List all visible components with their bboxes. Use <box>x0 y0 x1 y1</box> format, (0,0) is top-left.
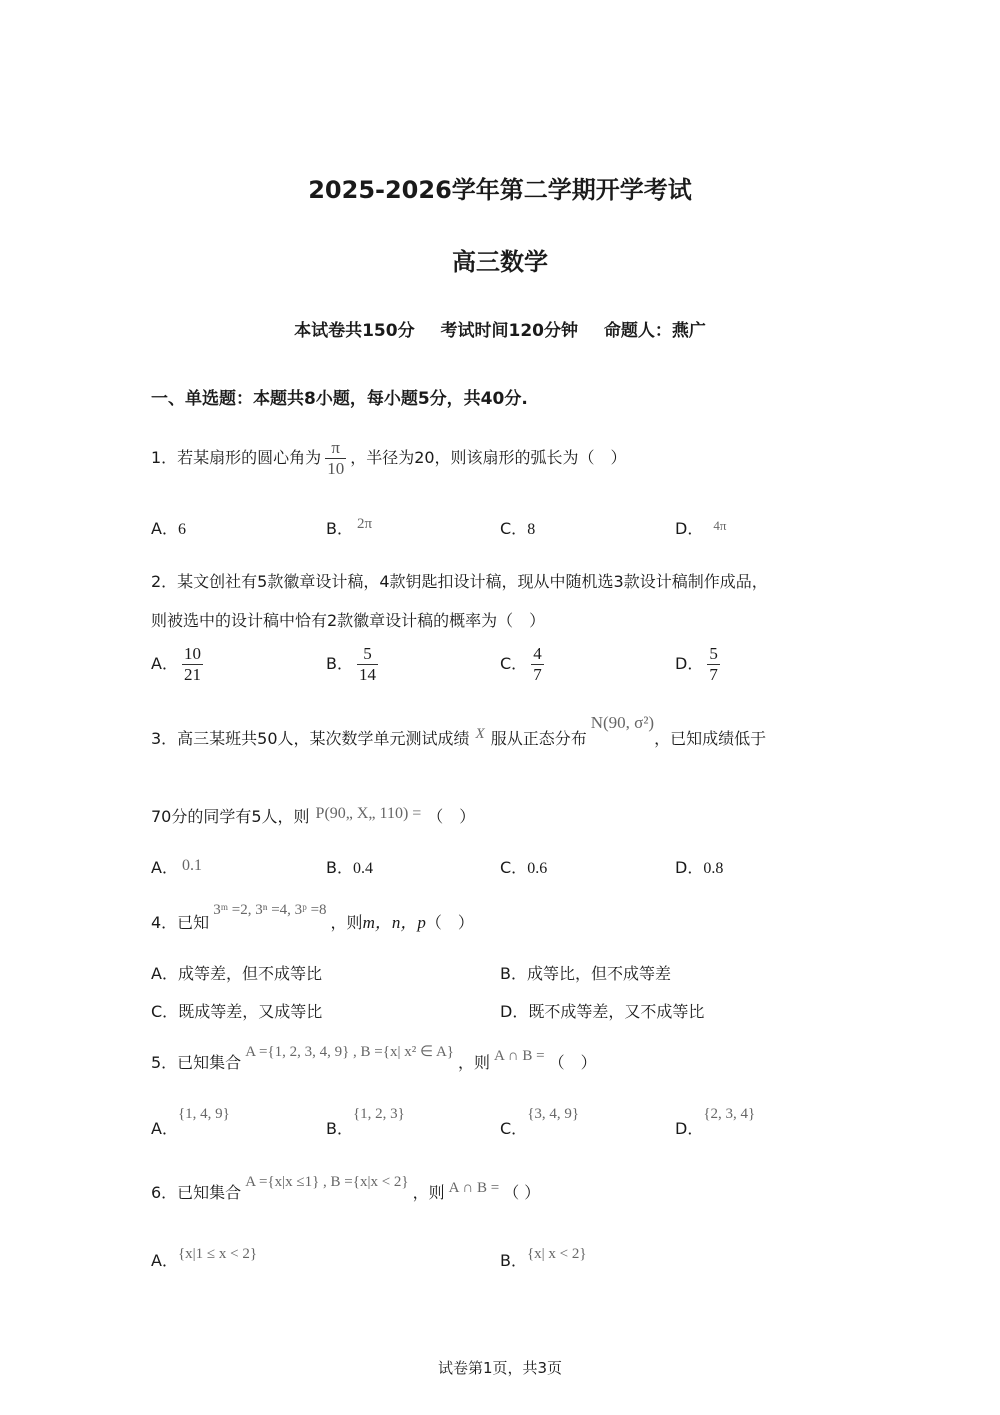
q5-option-c <box>500 1100 580 1138</box>
frac-den: 7 <box>709 665 718 684</box>
exam-info <box>0 316 1000 341</box>
frac-den: 21 <box>183 665 201 684</box>
option-text: {x|1 ≤ x < 2} <box>177 1246 258 1262</box>
option-label: C． <box>500 858 528 877</box>
exam-author: 命题人：燕广 <box>603 321 706 341</box>
frac-den: 7 <box>533 665 542 684</box>
q6-option-b <box>500 1240 587 1270</box>
q3-line2-post: （ ） <box>427 807 476 826</box>
q2-option-c <box>500 644 548 685</box>
question-1 <box>151 438 627 479</box>
q6-expr2: A ∩ B = <box>448 1180 500 1196</box>
option-label: A． <box>151 858 178 877</box>
option-label: D． <box>500 1002 529 1021</box>
q1-option-b <box>326 516 372 539</box>
q3-option-a <box>151 855 202 878</box>
q5-tail: （ ） <box>548 1053 597 1072</box>
option-text: 既成等差，又成等比 <box>178 1002 323 1021</box>
option-text: 6 <box>177 521 186 538</box>
exam-total: 本试卷共150分 <box>294 321 415 341</box>
q3-line2-pre: 70分的同学有5人，则 <box>151 807 310 826</box>
option-text: 0.8 <box>703 860 724 877</box>
option-text: {1, 4, 9} <box>177 1106 230 1122</box>
option-text: {3, 4, 9} <box>527 1106 580 1122</box>
exam-time: 考试时间120分钟 <box>440 321 578 341</box>
option-text: {2, 3, 4} <box>703 1106 756 1122</box>
q5-post: ，则 <box>458 1053 491 1072</box>
option-label: B． <box>326 654 353 673</box>
q2-option-d <box>675 644 724 685</box>
option-fraction <box>357 644 378 685</box>
option-label: A． <box>151 1119 178 1138</box>
option-text: 4π <box>713 518 727 533</box>
q4-post: ，则 <box>330 913 363 932</box>
option-text: 0.6 <box>527 860 548 877</box>
q5-expr: A ={1, 2, 3, 4, 9} , B ={x| x² ∈ A} <box>245 1044 454 1060</box>
q3-option-c <box>500 855 547 878</box>
option-text: {1, 2, 3} <box>352 1106 405 1122</box>
question-3-line-1 <box>151 710 767 748</box>
q3-prob: P(90„ X„ 110) = <box>315 805 422 822</box>
q1-frac-num: π <box>331 438 340 457</box>
q6-tail: （ ） <box>503 1183 541 1202</box>
q4-tail: （ ） <box>425 913 474 932</box>
q1-pre: 1．若某扇形的圆心角为 <box>151 448 322 467</box>
q4-option-d <box>500 999 704 1022</box>
option-label: B． <box>326 858 353 877</box>
option-label: D． <box>675 858 704 877</box>
question-3-line-2 <box>151 800 476 826</box>
q2-option-b <box>326 644 382 685</box>
frac-den: 14 <box>358 665 376 684</box>
question-5 <box>151 1038 597 1072</box>
option-text: 0.4 <box>352 860 373 877</box>
option-label: C． <box>500 654 528 673</box>
option-text: {x| x < 2} <box>526 1246 587 1262</box>
q1-post: ，半径为20，则该扇形的弧长为（ ） <box>350 448 627 467</box>
option-text: 0.1 <box>181 857 202 874</box>
q3-option-d <box>675 855 723 878</box>
option-text: 成等差，但不成等比 <box>177 964 322 983</box>
q5-option-d <box>675 1100 756 1138</box>
section-heading: 一、单选题：本题共8小题，每小题5分，共40分. <box>151 389 528 409</box>
q3-option-b <box>326 855 373 878</box>
q1-fraction <box>325 438 346 479</box>
q5-expr2: A ∩ B = <box>494 1048 545 1064</box>
q3-dist: N(90, σ²) <box>590 713 655 732</box>
option-label: A． <box>151 1251 178 1270</box>
q6-option-a <box>151 1240 258 1270</box>
option-label: A． <box>151 964 178 983</box>
q4-option-c <box>151 999 322 1022</box>
q6-post: ，则 <box>412 1183 445 1202</box>
q4-expr: 3ᵐ =2, 3ⁿ =4, 3ᵖ =8 <box>213 902 327 918</box>
option-text: 成等比，但不成等差 <box>526 964 671 983</box>
option-fraction <box>182 644 203 685</box>
exam-title: 2025-2026学年第二学期开学考试 <box>308 176 692 204</box>
frac-num: 5 <box>363 644 372 663</box>
q6-expr: A ={x|x ≤1} , B ={x|x < 2} <box>245 1174 409 1190</box>
q1-option-d <box>675 516 726 539</box>
option-text: 2π <box>356 516 373 532</box>
q4-option-b <box>500 961 671 984</box>
q4-pre: 4．已知 <box>151 913 210 932</box>
option-label: B． <box>500 964 527 983</box>
frac-num: 4 <box>533 644 542 663</box>
q5-option-a <box>151 1100 230 1138</box>
q5-pre: 5．已知集合 <box>151 1053 242 1072</box>
option-label: B． <box>326 519 353 538</box>
option-label: B． <box>500 1251 527 1270</box>
question-2-line-2: 则被选中的设计稿中恰有2款徽章设计稿的概率为（ ） <box>151 611 546 630</box>
frac-num: 10 <box>183 644 201 663</box>
q3-var: X <box>475 726 485 742</box>
option-label: C． <box>500 1119 528 1138</box>
option-label: D． <box>675 1119 704 1138</box>
q6-pre: 6．已知集合 <box>151 1183 242 1202</box>
exam-subject: 高三数学 <box>452 248 548 276</box>
option-label: C． <box>151 1002 179 1021</box>
q2-option-a <box>151 644 207 685</box>
option-label: C． <box>500 519 528 538</box>
q4-vars: m，n，p <box>362 913 426 932</box>
option-text: 既不成等差，又不成等比 <box>528 1002 705 1021</box>
question-2-line-1: 2．某文创社有5款徽章设计稿，4款钥匙扣设计稿，现从中随机选3款设计稿制作成品， <box>151 572 768 591</box>
option-text: 8 <box>527 521 536 538</box>
option-label: D． <box>675 654 704 673</box>
q1-frac-den: 10 <box>327 459 345 478</box>
option-label: A． <box>151 519 178 538</box>
frac-num: 5 <box>709 644 718 663</box>
option-fraction <box>707 644 720 685</box>
q1-option-c <box>500 516 535 539</box>
option-label: B． <box>326 1119 353 1138</box>
q5-option-b <box>326 1100 405 1138</box>
option-label: A． <box>151 654 178 673</box>
question-4 <box>151 894 474 932</box>
q4-option-a <box>151 961 322 984</box>
option-label: D． <box>675 519 704 538</box>
q3-mid: 服从正态分布 <box>490 729 587 748</box>
question-6 <box>151 1168 541 1202</box>
option-fraction <box>531 644 544 685</box>
q3-post: ，已知成绩低于 <box>654 729 767 748</box>
page-footer: 试卷第1页，共3页 <box>437 1359 563 1377</box>
q3-pre: 3．高三某班共50人，某次数学单元测试成绩 <box>151 729 470 748</box>
q1-option-a <box>151 516 186 539</box>
